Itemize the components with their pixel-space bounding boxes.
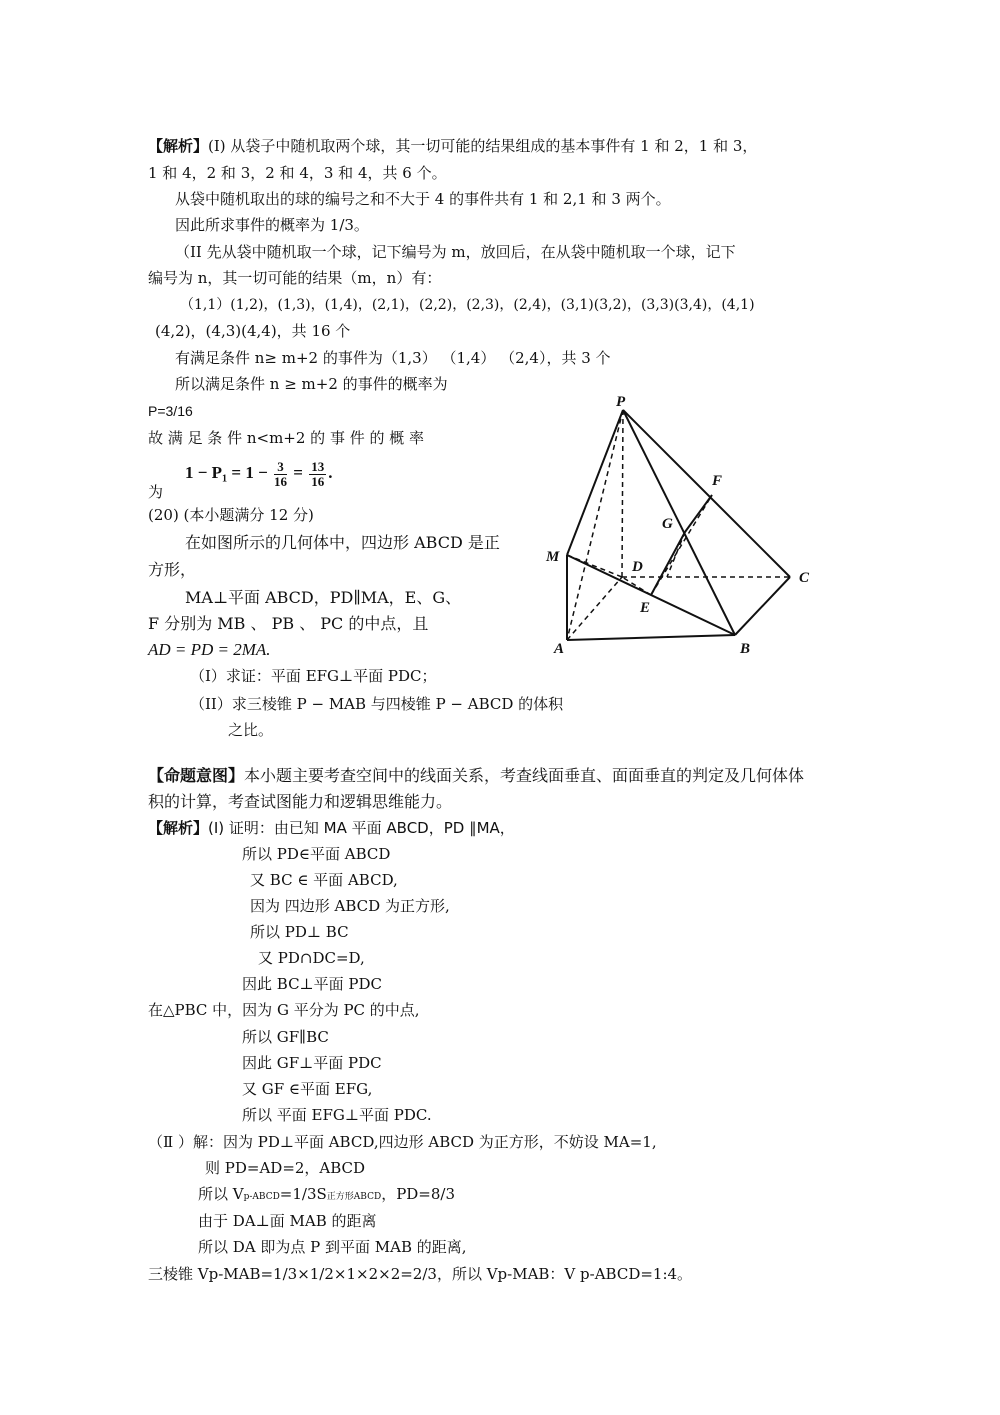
analysis-row-17: 三棱锥 Vp-MAB=1/3×1/2×1×2×2=2/3，所以 Vp-MAB：V p-ABCD=1:4。 — [148, 1265, 693, 1283]
sol-line-10: 所以满足条件 n ≥ m+2 的事件的概率为 — [175, 375, 448, 393]
sol-line-13: 为 — [148, 483, 164, 501]
problem-text-3: MA⊥平面 ABCD，PD∥MA，E、G、 — [185, 588, 462, 607]
label-P: P — [616, 394, 626, 410]
analysis-row-12: （Ⅱ ）解：因为 PD⊥平面 ABCD,四边形 ABCD 为正方形，不妨设 MA=1, — [148, 1133, 657, 1151]
edge-AB — [567, 635, 735, 640]
analysis-row-10: 又 GF ∈平面 EFG, — [242, 1080, 373, 1098]
problem-text-1: 在如图所示的几何体中，四边形 ABCD 是正 — [185, 533, 500, 552]
analysis-row-6: 因此 BC⊥平面 PDC — [242, 975, 383, 993]
analysis-row-14: 所以 Vp-ABCD=1/3S正方形ABCD，PD=8/3 — [198, 1185, 456, 1203]
label-C: C — [799, 570, 810, 586]
analysis-row-16: 所以 DA 即为点 P 到平面 MAB 的距离, — [198, 1238, 467, 1256]
geometry-figure — [540, 385, 830, 660]
sol-line-1: 【解析】(I) 从袋子中随机取两个球，其一切可能的结果组成的基本事件有 1 和 2，1 和 3， — [148, 137, 758, 155]
sol-line-4: 因此所求事件的概率为 1/3。 — [175, 216, 369, 234]
sol-line-2: 1 和 4，2 和 3，2 和 4，3 和 4，共 6 个。 — [148, 164, 447, 182]
edge-PD-hidden — [622, 410, 623, 577]
edge-PA-hidden — [567, 410, 623, 640]
sol-line-3: 从袋中随机取出的球的编号之和不大于 4 的事件共有 1 和 2,1 和 3 两个。 — [175, 190, 671, 208]
analysis-row-1: 所以 PD∈平面 ABCD — [242, 845, 391, 863]
sol-line-9: 有满足条件 n≥ m+2 的事件为（1,3） （1,4） （2,4），共 3 个 — [175, 349, 611, 367]
analysis-row-4: 所以 PD⊥ BC — [250, 923, 349, 941]
analysis-line-1: 【解析】(I) 证明：由已知 MA 平面 ABCD，PD ∥MA， — [148, 819, 515, 837]
problem-text-4: F 分别为 MB 、 PB 、 PC 的中点，且 — [148, 614, 429, 633]
analysis-row-5: 又 PD∩DC=D, — [258, 949, 365, 967]
intent-line-1: 【命题意图】本小题主要考查空间中的线面关系，考查线面垂直、面面垂直的判定及几何体体 — [148, 766, 805, 785]
question-1: （I）求证：平面 EFG⊥平面 PDC； — [190, 667, 437, 685]
fraction-13-16: $\frac{13}{16}$ — [311, 458, 325, 489]
fraction-3-16: $\frac{3}{16}$ — [274, 458, 288, 489]
sol-line-12: 故 满 足 条 件 n<m+2 的 事 件 的 概 率 — [148, 429, 425, 447]
analysis-heading: 【解析】 — [148, 137, 209, 155]
analysis-row-9: 因此 GF⊥平面 PDC — [242, 1054, 382, 1072]
edge-PC — [623, 410, 790, 577]
analysis-row-3: 因为 四边形 ABCD 为正方形, — [250, 897, 450, 915]
analysis-row-15: 由于 DA⊥面 MAB 的距离 — [198, 1212, 377, 1230]
analysis-row-2: 又 BC ∈ 平面 ABCD, — [250, 871, 398, 889]
label-M: M — [546, 549, 560, 565]
sol-line-7: （1,1）(1,2)，(1,3)，(1,4)，(2,1)，(2,2)，(2,3)，(2,4)，(3,1)(3,2)，(3,3)(3,4)，(4,1) — [180, 297, 755, 313]
sol-line-8: (4,2)，(4,3)(4,4)，共 16 个 — [155, 322, 351, 340]
edge-PM — [567, 410, 623, 555]
label-E: E — [640, 600, 651, 616]
analysis-row-11: 所以 平面 EFG⊥平面 PDC. — [242, 1106, 432, 1124]
sol-line-6: 编号为 n，其一切可能的结果（m，n）有： — [148, 269, 442, 287]
label-B: B — [740, 641, 751, 657]
analysis-row-7: 在△PBC 中，因为 G 平分为 PC 的中点, — [148, 1001, 420, 1019]
label-A: A — [554, 641, 565, 657]
sol-line-11: P=3/16 — [148, 403, 193, 419]
sol-line-5: （II 先从袋中随机取一个球，记下编号为 m，放回后，在从袋中随机取一个球，记下 — [175, 243, 736, 261]
label-D: D — [632, 559, 643, 575]
intent-line-2: 积的计算，考查试图能力和逻辑思维能力。 — [148, 792, 453, 811]
problem-text-5: AD = PD = 2MA. — [148, 640, 271, 659]
analysis-row-8: 所以 GF∥BC — [242, 1028, 329, 1046]
probability-formula: 1 − P₁ = 1 − $\frac{3}{16}$ = $\frac{13}{16}$ . — [185, 458, 333, 489]
edge-BC — [735, 577, 790, 635]
label-F: F — [712, 473, 723, 489]
question-3: 之比。 — [228, 721, 274, 739]
problem-text-2: 方形， — [148, 560, 197, 579]
analysis-row-13: 则 PD=AD=2，ABCD — [205, 1159, 366, 1177]
edge-AD-hidden — [567, 577, 622, 640]
label-G: G — [662, 516, 673, 532]
question-2: （II）求三棱锥 P − MAB 与四棱锥 P − ABCD 的体积 — [190, 695, 564, 713]
problem-heading: (20) (本小题满分 12 分) — [148, 506, 314, 524]
